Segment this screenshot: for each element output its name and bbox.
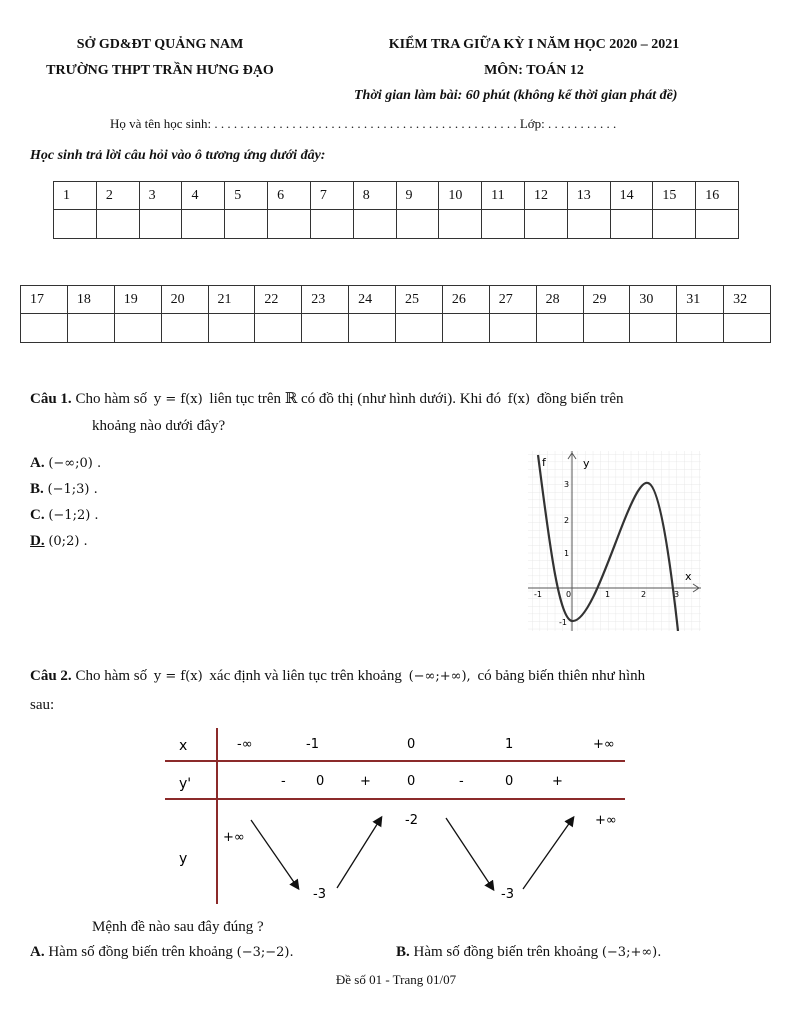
table-yp-2: 0 (316, 774, 325, 789)
answer-box[interactable] (255, 314, 302, 343)
answer-box[interactable] (724, 314, 771, 343)
time-note: Thời gian làm bài: 60 phút (không kể thời gian phát đề) (354, 88, 678, 103)
table-yp-6: 0 (505, 774, 514, 789)
answer-box[interactable] (482, 210, 525, 239)
question-1-option-b (30, 481, 98, 498)
answer-number-cell: 27 (489, 286, 536, 314)
question-2-text: Cho hàm số (75, 668, 148, 684)
table-yp-3: + (360, 774, 371, 789)
table-y-posinf-left: +∞ (223, 830, 245, 845)
table-x-0: 0 (407, 737, 416, 752)
question-1-stem (30, 389, 764, 408)
question-1-option-a (30, 455, 101, 472)
answer-number-cell: 32 (724, 286, 771, 314)
exam-title: KIỂM TRA GIỮA KỲ I NĂM HỌC 2020 – 2021 (388, 37, 680, 52)
answer-number-cell: 20 (161, 286, 208, 314)
question-1-text-2: liên tục trên ℝ có đồ thị (như hình dưới). Khi đó (209, 391, 502, 407)
option-label: A. (30, 455, 45, 471)
answer-number-cell: 26 (442, 286, 489, 314)
option-label: A. (30, 944, 45, 960)
table-x-head: x (179, 738, 188, 754)
option-text: Hàm số đồng biến trên khoảng (48, 944, 233, 960)
option-label: B. (396, 944, 410, 960)
graph-x-label: x (685, 570, 692, 583)
table-yp-1: - (281, 774, 286, 789)
answer-number-cell: 19 (114, 286, 161, 314)
answer-box[interactable] (302, 314, 349, 343)
answer-number-cell: 24 (349, 286, 396, 314)
answer-box[interactable] (96, 210, 139, 239)
answer-number-cell: 10 (439, 182, 482, 210)
page-footer: Đề số 01 - Trang 01/07 (335, 972, 457, 987)
answer-box[interactable] (610, 210, 653, 239)
answer-number-cell: 17 (21, 286, 68, 314)
graph-xtick-neg1: -1 (534, 590, 542, 599)
answer-box[interactable] (353, 210, 396, 239)
table-x-neginf: -∞ (237, 737, 253, 752)
answer-number-cell: 5 (225, 182, 268, 210)
question-2-text-3: có bảng biến thiên như hình (477, 668, 646, 684)
answer-box[interactable] (21, 314, 68, 343)
question-1-text: Cho hàm số (75, 391, 148, 407)
option-value: (−∞;0) . (48, 456, 102, 471)
answer-box[interactable] (182, 210, 225, 239)
option-value: (−1;3) . (47, 482, 98, 497)
answer-box[interactable] (208, 314, 255, 343)
decrease-arrow (251, 820, 298, 888)
answer-number-cell: 3 (139, 182, 182, 210)
question-1-label: Câu 1. (30, 391, 72, 407)
answer-box[interactable] (536, 314, 583, 343)
answer-number-cell: 15 (653, 182, 696, 210)
answer-number-cell: 23 (302, 286, 349, 314)
answer-box[interactable] (696, 210, 739, 239)
answer-number-cell: 22 (255, 286, 302, 314)
option-value: (−1;2) . (48, 508, 99, 523)
answer-box[interactable] (489, 314, 536, 343)
answer-number-cell: 31 (677, 286, 724, 314)
option-label: D. (30, 533, 45, 549)
answer-number-cell: 21 (208, 286, 255, 314)
graph-ytick-3: 3 (564, 480, 570, 489)
question-1-stem-line2: khoảng nào dưới đây? (92, 418, 226, 434)
table-yp-4: 0 (407, 774, 416, 789)
graph-f-label: f (542, 456, 546, 469)
answer-grid-2 (20, 285, 771, 343)
answer-box[interactable] (567, 210, 610, 239)
answer-number-cell: 25 (396, 286, 443, 314)
answer-box[interactable] (442, 314, 489, 343)
graph-ytick-1: 1 (564, 549, 570, 558)
table-y-max: -2 (405, 813, 418, 828)
question-1-text-3: đồng biến trên (536, 391, 624, 407)
option-value: (0;2) . (48, 534, 88, 549)
answer-box[interactable] (677, 314, 724, 343)
answer-number-cell: 6 (268, 182, 311, 210)
graph-xtick-2: 2 (641, 590, 647, 599)
answer-number-cell: 16 (696, 182, 739, 210)
table-x-posinf: +∞ (593, 737, 615, 752)
table-y-min1: -3 (313, 887, 326, 902)
question-1-fx: f(x) (507, 392, 531, 407)
answer-box[interactable] (583, 314, 630, 343)
answer-box[interactable] (54, 210, 97, 239)
question-2-stem-line2: sau: (30, 697, 55, 713)
graph-y-label: y (583, 457, 590, 470)
graph-xtick-3: 3 (674, 590, 680, 599)
table-y-head: y (179, 851, 188, 867)
variation-table (165, 728, 630, 904)
answer-number-cell: 12 (524, 182, 567, 210)
table-y-posinf-right: +∞ (595, 813, 617, 828)
decrease-arrow (446, 818, 493, 889)
answer-number-cell: 1 (54, 182, 97, 210)
question-2-stem (30, 668, 764, 685)
table-yp-7: + (552, 774, 563, 789)
answer-number-cell: 30 (630, 286, 677, 314)
answer-box[interactable] (161, 314, 208, 343)
table-yp-head: y' (179, 776, 192, 792)
table-yp-5: - (459, 774, 464, 789)
answer-number-cell: 13 (567, 182, 610, 210)
option-text: Hàm số đồng biến trên khoảng (413, 944, 599, 960)
option-label: C. (30, 507, 45, 523)
question-2-prompt: Mệnh đề nào sau đây đúng ? (92, 919, 264, 935)
answer-number-cell: 29 (583, 286, 630, 314)
answer-box[interactable] (139, 210, 182, 239)
answer-grid-1 (53, 181, 739, 239)
answer-number-cell: 14 (610, 182, 653, 210)
answer-number-cell: 28 (536, 286, 583, 314)
answer-box[interactable] (396, 210, 439, 239)
option-value: (−3;+∞). (601, 945, 662, 960)
question-2-interval: (−∞;+∞), (408, 669, 471, 684)
answer-number-cell: 11 (482, 182, 525, 210)
answer-number-cell: 4 (182, 182, 225, 210)
question-2-label: Câu 2. (30, 668, 72, 684)
graph-ytick-neg1: -1 (559, 618, 567, 627)
table-x-1: 1 (505, 737, 514, 752)
answer-box[interactable] (114, 314, 161, 343)
answer-box[interactable] (439, 210, 482, 239)
answer-box[interactable] (268, 210, 311, 239)
subject-title: MÔN: TOÁN 12 (484, 63, 584, 78)
table-x-neg1: -1 (306, 737, 319, 752)
increase-arrow (337, 818, 381, 888)
student-name-line: Họ và tên học sinh: . . . . . . . . . . . . . . . . . . . . . . . . . . . . . . . . . . . . . . . . . . . . . . . Lớp: . . . . . . . . . . . (110, 116, 617, 131)
option-value: (−3;−2). (236, 945, 294, 960)
question-2-function: y = f(x) (153, 669, 203, 684)
question-2-option-a (30, 944, 294, 961)
answer-box[interactable] (396, 314, 443, 343)
question-1-function: y = f(x) (153, 392, 203, 407)
answer-box[interactable] (67, 314, 114, 343)
answer-box[interactable] (630, 314, 677, 343)
answer-number-cell: 2 (96, 182, 139, 210)
question-2-text-2: xác định và liên tục trên khoảng (209, 668, 402, 684)
graph-xtick-0: 0 (566, 590, 572, 599)
answer-box[interactable] (524, 210, 567, 239)
answer-instruction: Học sinh trả lời câu hỏi vào ô tương ứng dưới đây: (30, 148, 326, 163)
answer-box[interactable] (349, 314, 396, 343)
school-name: TRƯỜNG THPT TRẦN HƯNG ĐẠO (46, 63, 274, 78)
answer-number-cell: 9 (396, 182, 439, 210)
answer-box[interactable] (225, 210, 268, 239)
answer-number-cell: 7 (310, 182, 353, 210)
question-1-graph (528, 451, 701, 631)
answer-number-cell: 8 (353, 182, 396, 210)
graph-ytick-2: 2 (564, 516, 570, 525)
table-y-min2: -3 (501, 887, 514, 902)
graph-xtick-1: 1 (605, 590, 611, 599)
increase-arrow (523, 818, 573, 889)
question-2-option-b (396, 944, 661, 961)
department-name: SỞ GD&ĐT QUẢNG NAM (76, 37, 244, 52)
answer-box[interactable] (653, 210, 696, 239)
question-1-option-d (30, 533, 88, 550)
option-label: B. (30, 481, 44, 497)
question-1-option-c (30, 507, 99, 524)
answer-box[interactable] (310, 210, 353, 239)
answer-number-cell: 18 (67, 286, 114, 314)
